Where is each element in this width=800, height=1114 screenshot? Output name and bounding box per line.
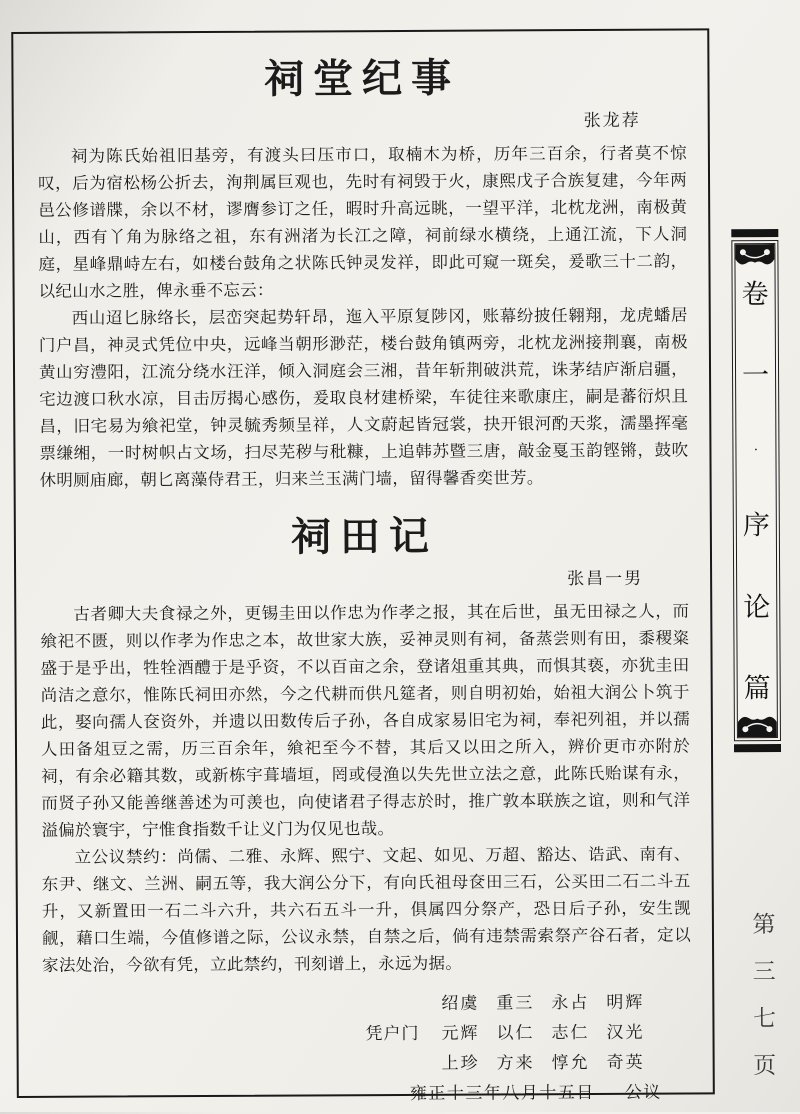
- tab-char: 卷: [741, 279, 769, 310]
- signature-block: [365, 988, 661, 1080]
- page-number-char: 七: [752, 1006, 776, 1032]
- essay1-author: 张龙荐: [583, 110, 641, 131]
- signer-name: 方来: [496, 1053, 535, 1073]
- tab-inner-border: [734, 243, 778, 738]
- page-number-char: 页: [753, 1053, 777, 1079]
- signer-name: 明辉: [606, 992, 645, 1012]
- agreement-date: 雍正十三年八月十五日: [409, 1082, 595, 1103]
- page-number-char: 三: [752, 959, 776, 985]
- tab-vertical-text: [735, 267, 776, 714]
- tab-char: 一: [741, 360, 770, 391]
- agreement-date-row: [43, 1078, 662, 1111]
- signer-name: 以仁: [496, 1023, 535, 1043]
- signer-name: 上珍: [441, 1053, 480, 1073]
- essay2-paragraph-1: 古者卿大夫食禄之外，更锡圭田以作忠为作孝之报，其在后世，虽无田禄之人，而飨祀不匮，则以作孝为作忠之本，故世家大族，妥神灵则有祠，备蒸尝则有田，黍稷粢盛于是乎出，牲牷酒醴于是乎资，不以百亩之余，登诸俎重其典，而惧其亵，亦犹圭田尚洁之意尔，惟陈氏祠田亦然，今之代耕而供凡筵者，则自明初始，始祖大润公卜筑于此，娶向孺人奁资外，并遗以田数传后子孙，各自成家易旧宅为祠，奉祀列祖，并以孺人田备俎豆之需，历三百余年，飨祀至今不替，其后又以田之所入，辨价更市亦附於祠，有余必籍其数，或新栋宇葺墙垣，罔或侵渔以失先世立法之意，此陈氏贻谋有永，而贤子孙又能善继善述为可羡也，向使诸君子得志於时，推广敦本联族之谊，则和气洋溢偏於寰宇，宁惟食指数千让义门为仅见也哉。: [40, 601, 691, 840]
- signer-name: 元辉: [441, 1023, 480, 1043]
- tab-char: 序: [742, 510, 770, 541]
- signer-name: 惇允: [551, 1053, 590, 1073]
- signature-row: [365, 988, 661, 1020]
- agreement-suffix: 公议: [624, 1082, 662, 1102]
- tab-bottom-bar: [734, 744, 781, 752]
- page-content: [13, 30, 713, 1103]
- tab-box: [731, 240, 781, 741]
- signer-name: 绍虞: [441, 993, 480, 1013]
- signature-row: [366, 1048, 662, 1080]
- page-number-char: 第: [752, 912, 776, 938]
- essay2-paragraph-2-prohibition: 立公议禁约：尚儒、二雅、永辉、熙宁、文起、如见、万超、豁达、诰武、南有、东尹、继文、兰洲、嗣五等，我大润公分下，有向氏祖母奁田三石，公买田二石二斗五升，又新置田一石二斗六升，共六石五斗一升，俱属四分祭产，恐日后子孙，安生觊觎，藉口生端，今值修谱之际，公议永禁，自禁之后，倘有违禁需索祭产谷石者，定以家法处治，今欲有凭，立此禁约，刊刻谱上，永远为据。: [41, 844, 692, 975]
- tab-char: 篇: [743, 673, 771, 704]
- tab-char: ·: [753, 442, 759, 458]
- signature-row-label: [365, 989, 441, 1019]
- signer-name: 志仁: [551, 1023, 590, 1043]
- signature-row-label: 凭户门: [365, 1023, 420, 1044]
- essay2-section: [40, 510, 691, 978]
- scroll-ornament-icon: [738, 714, 777, 737]
- essay2-title: 祠田记: [290, 513, 439, 560]
- page-border-frame: [11, 28, 715, 1103]
- essay1-title: 祠堂纪事: [263, 55, 461, 102]
- essay2-author: 张昌一男: [567, 568, 644, 589]
- signer-name: 汉光: [606, 1022, 645, 1042]
- scroll-ornament-icon: [735, 244, 774, 267]
- tab-top-bar: [731, 229, 778, 237]
- essay1-paragraph-1: 祠为陈氏始祖旧基旁，有渡头曰压市口，取楠木为桥，历年三百余，行者莫不惊叹，后为宿松杨公折去，洵荆属巨观也，先时有祠毁于火，康熙戊子合族复建，今年两邑公修谱牒，余以不材，谬膺参订之任，暇时升高远眺，一望平洋，北枕龙洲，南极黄山，西有丫角为脉络之祖，东有洲渚为长江之障，祠前绿水横绕，上通江流，下人洞庭，星峰鼎峙左右，如楼台鼓角之状陈氏钟灵发祥，即此可窥一斑矣，爰歌三十二韵，以纪山水之胜，俾永垂不忘云：: [37, 143, 688, 301]
- signature-row-label: [366, 1049, 442, 1079]
- signer-name: 奇英: [606, 1052, 645, 1072]
- signer-name: 永占: [551, 993, 590, 1013]
- essay1-paragraph-2-poem: 西山迢匕脉络长，层峦突起势轩昂，迤入平原复陟冈，账幕纷披任翱翔，龙虎蟠居门户昌，神灵式凭位中央，远峰当朝形渺茫，楼台鼓角镇两旁，北枕龙洲接荆襄，南极黄山穷澧阳，江流分绕水汪洋，倾入洞庭会三湘，昔年斩荆破洪荒，诛茅结庐渐启疆，宅边渡口秋水凉，目击厉揭心感伤，爰取良材建桥梁，车徒往来歌康庄，嗣是蕃衍炽且昌，旧宅易为飨祀堂，钟灵毓秀频呈祥，人文蔚起皆冠裳，抉开银河酌天浆，濡墨挥毫票缣缃，一时树帜占文场，扫尽芜秽与秕糠，上追韩苏暨三唐，敲金戛玉韵铿锵，鼓吹休明厕庙廊，朝匕离藻侍君王，归来兰玉满门墙，留得馨香奕世芳。: [38, 305, 689, 490]
- chapter-tab-volume1-preface: [731, 229, 781, 752]
- page-number: [747, 906, 782, 1080]
- signer-name: 重三: [496, 993, 535, 1013]
- signature-row: [365, 1018, 661, 1050]
- tab-char: 论: [743, 591, 771, 622]
